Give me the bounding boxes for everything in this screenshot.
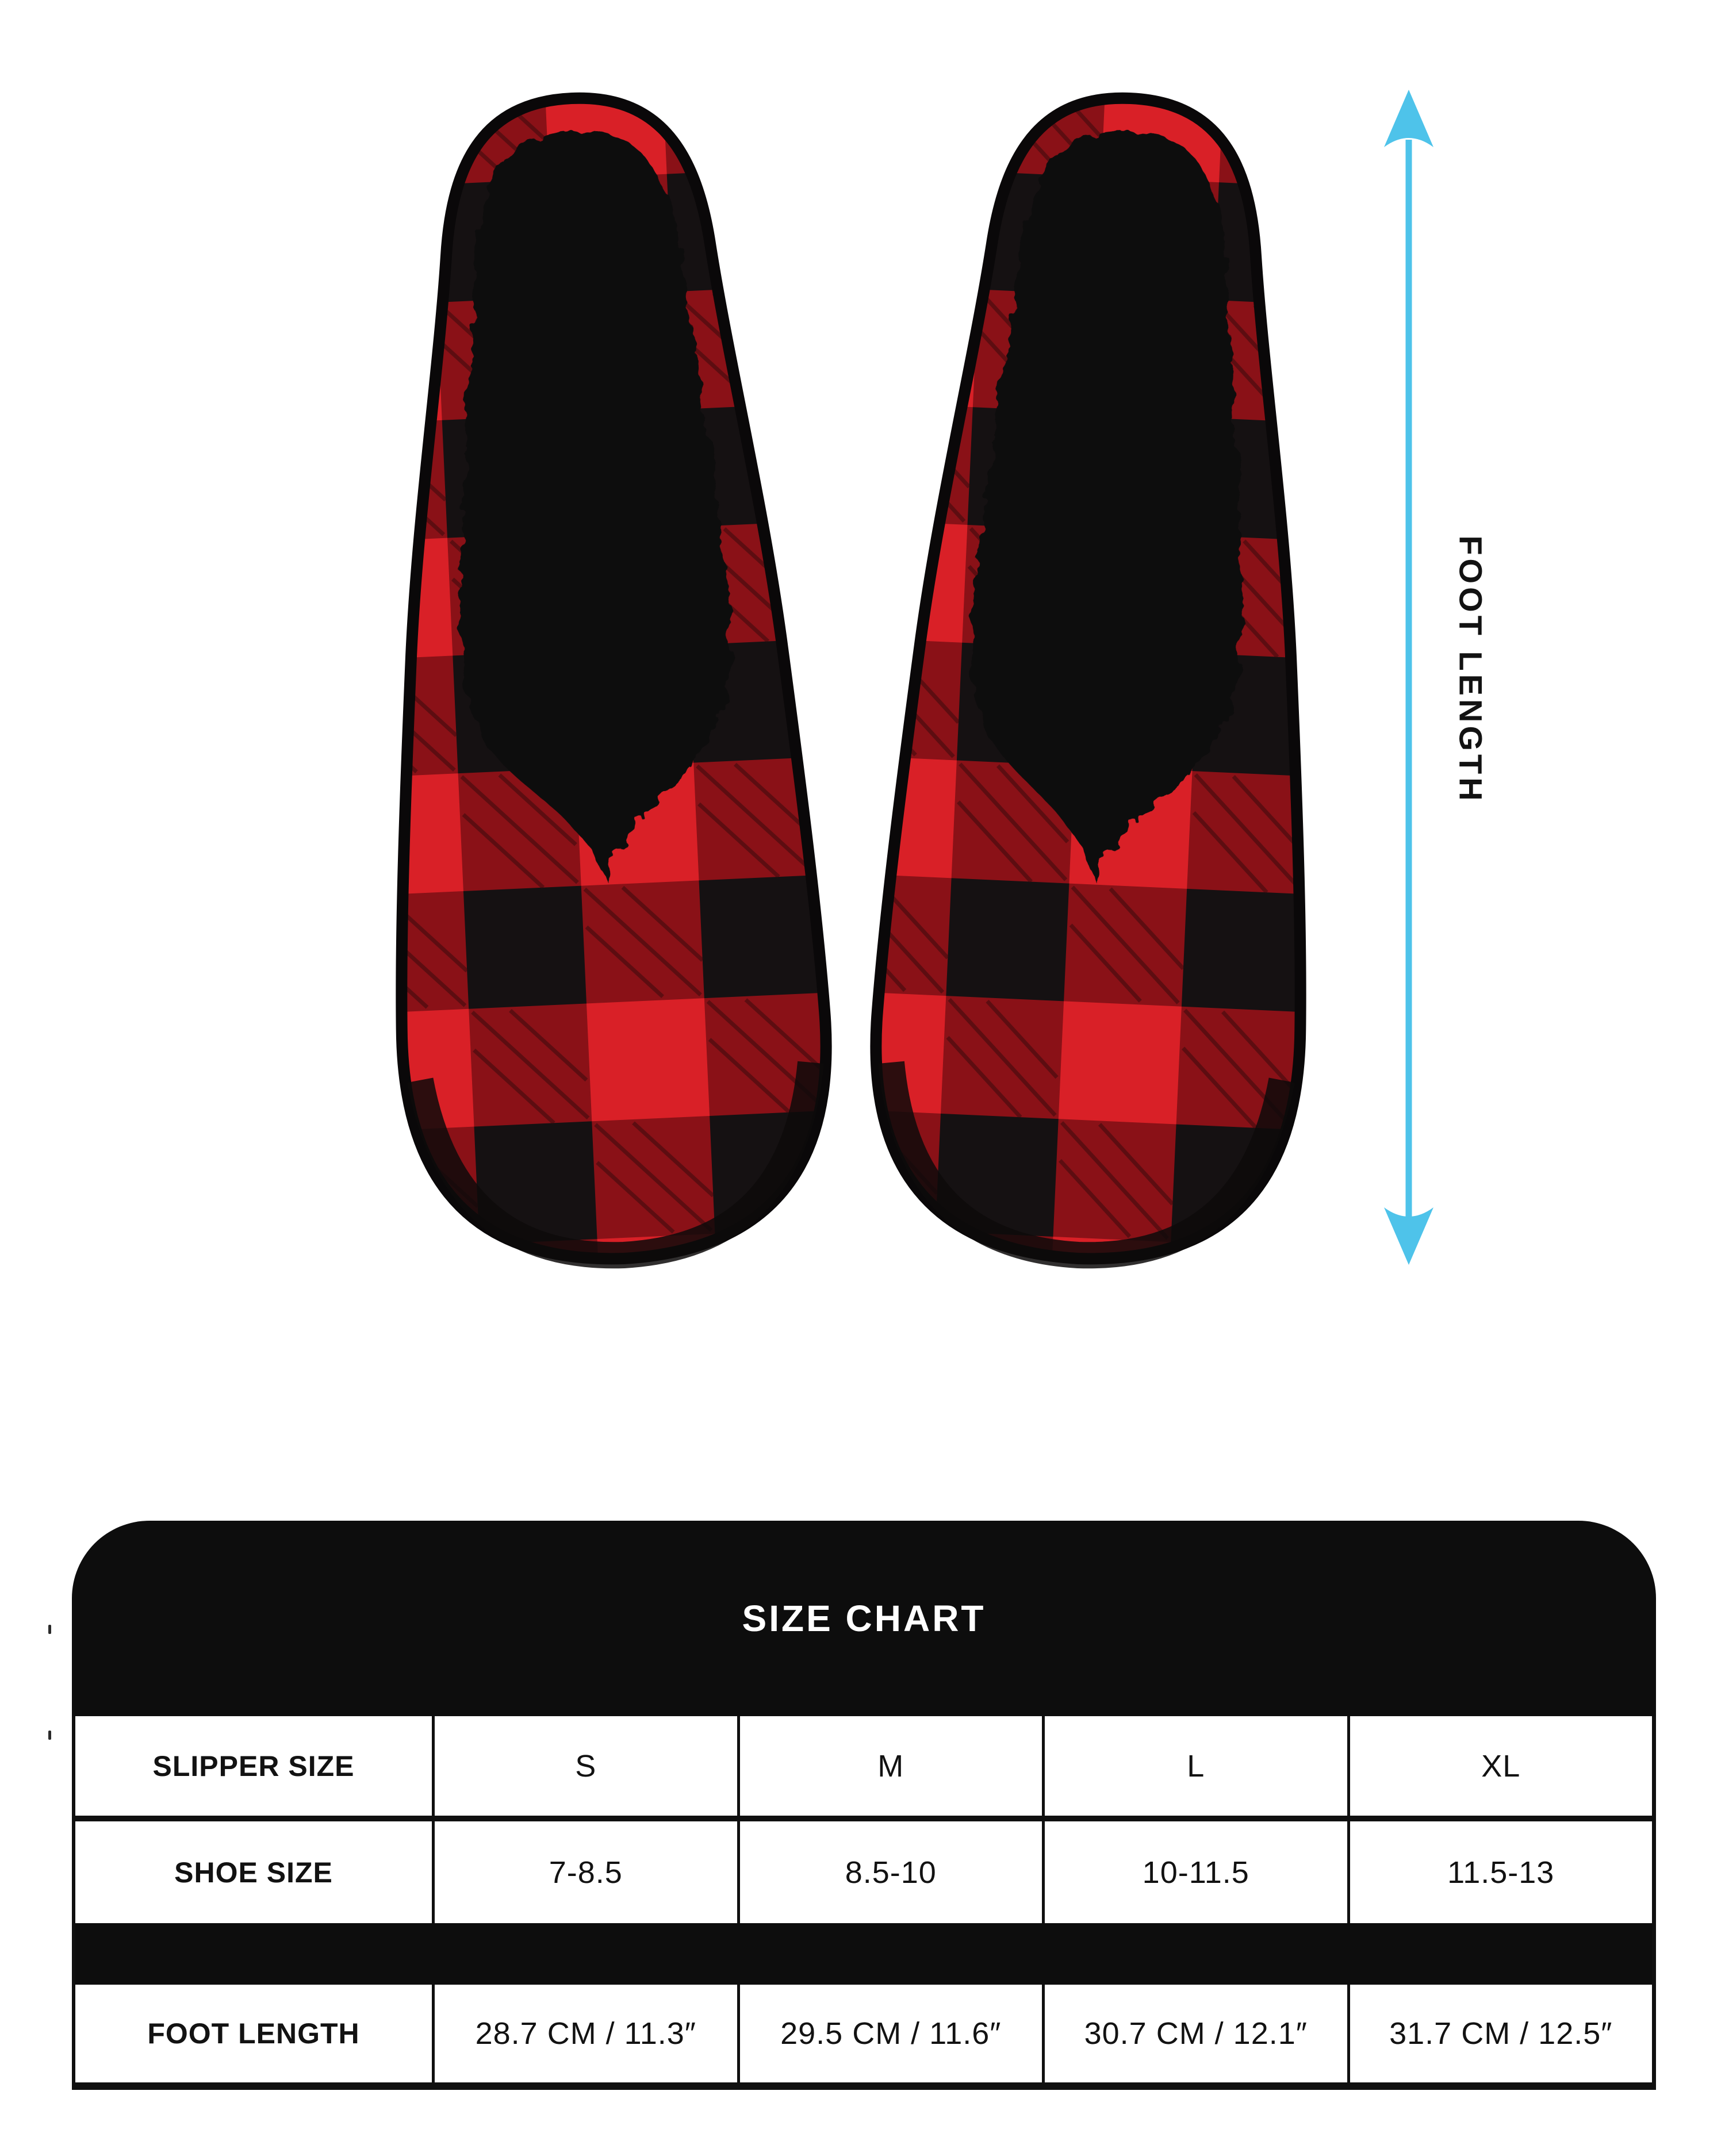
left-slipper (359, 89, 835, 1268)
table-row-slipper-size (75, 1716, 1652, 1821)
table-cell: S (432, 1716, 737, 1816)
table-cell: 7-8.5 (432, 1821, 737, 1923)
table-cell: 30.7 CM / 12.1″ (1042, 1985, 1347, 2082)
table-cell: 8.5-10 (737, 1821, 1042, 1923)
size-chart-title: SIZE CHART (742, 1598, 986, 1639)
stray-mark (48, 1625, 51, 1634)
table-cell: 11.5-13 (1347, 1821, 1653, 1923)
row-label: SHOE SIZE (174, 1856, 333, 1889)
divider-band (75, 1923, 1652, 1985)
foot-length-axis-label: FOOT LENGTH (1452, 535, 1489, 804)
slippers-image (339, 86, 1363, 1282)
right-slipper (867, 89, 1343, 1268)
size-chart-card (72, 1521, 1656, 2090)
size-chart-header (72, 1521, 1656, 1716)
table-row-foot-length (75, 1985, 1652, 2082)
table-cell: 28.7 CM / 11.3″ (432, 1985, 737, 2082)
table-cell: XL (1347, 1716, 1653, 1816)
row-label: FOOT LENGTH (147, 2017, 360, 2050)
size-table (72, 1716, 1656, 2090)
arrow-up-icon (1384, 90, 1433, 147)
table-cell: M (737, 1716, 1042, 1816)
table-cell: 10-11.5 (1042, 1821, 1347, 1923)
stray-mark (48, 1731, 51, 1740)
table-cell: L (1042, 1716, 1347, 1816)
table-cell: 31.7 CM / 12.5″ (1347, 1985, 1653, 2082)
table-row-shoe-size (75, 1821, 1652, 1923)
row-label: SLIPPER SIZE (152, 1750, 355, 1782)
table-cell: 29.5 CM / 11.6″ (737, 1985, 1042, 2082)
